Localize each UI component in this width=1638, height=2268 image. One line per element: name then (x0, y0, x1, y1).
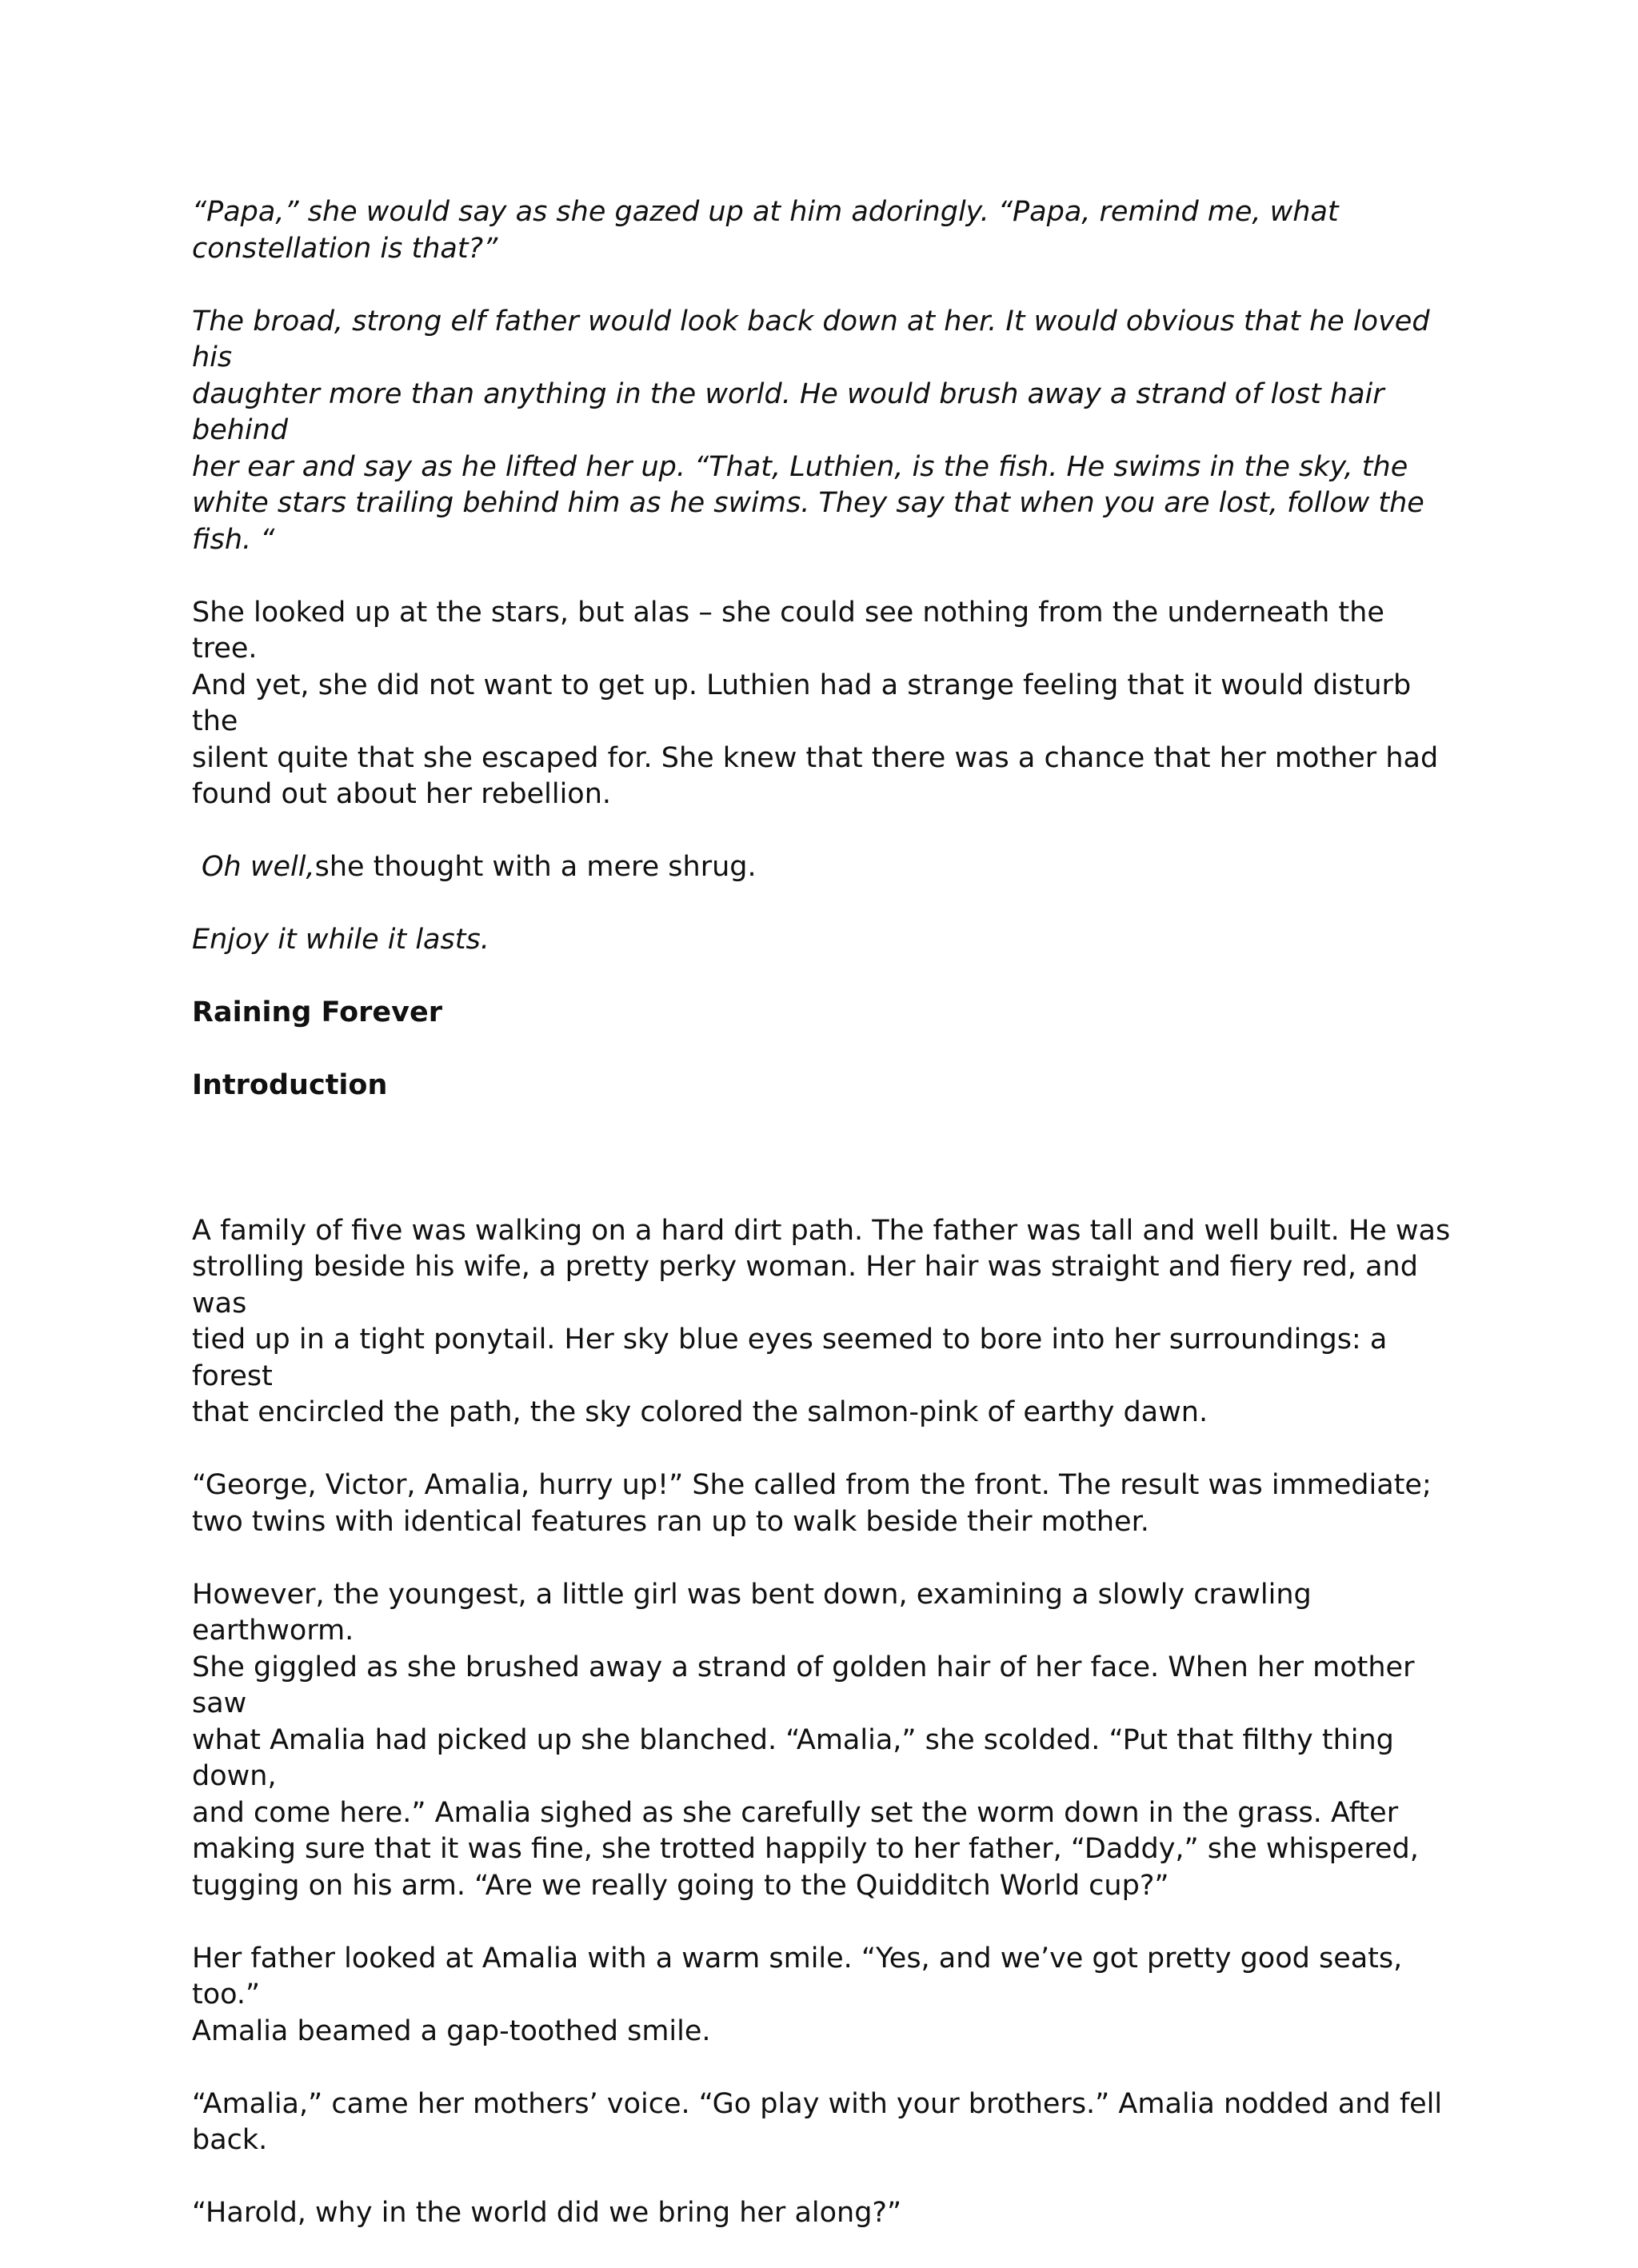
text-line: and come here.” Amalia sighed as she carefully set the worm down in the grass. After (192, 1796, 1399, 1829)
text-line: that encircled the path, the sky colored the salmon-pink of earthy dawn. (192, 1396, 1209, 1428)
text-line: “George, Victor, Amalia, hurry up!” She called from the front. The result was immediate; (192, 1469, 1432, 1501)
paragraph-papa-question (192, 194, 1456, 267)
paragraph-family (192, 1213, 1456, 1431)
paragraph-brothers (192, 2086, 1456, 2159)
text-line: back. (192, 2124, 268, 2156)
text-line: her ear and say as he lifted her up. “That, Luthien, is the fish. He swims in the sky, the (192, 450, 1408, 483)
paragraph-good-seats (192, 1941, 1456, 2050)
text-line: She giggled as she brushed away a strand of golden hair of her face. When her mother saw (192, 1651, 1415, 1719)
text-line: “Harold, why in the world did we bring her along?” (192, 2197, 902, 2229)
heading-raining-forever (192, 995, 1456, 1032)
text-line: However, the youngest, a little girl was bent down, examining a slowly crawling earthworm. (192, 1578, 1312, 1647)
text-line: Introduction (192, 1069, 388, 1101)
text-line: Amalia beamed a gap-toothed smile. (192, 2014, 711, 2047)
paragraph-oh-well (192, 849, 1456, 886)
heading-introduction (192, 1068, 1456, 1104)
paragraph-hurry-up (192, 1467, 1456, 1540)
text-line: The broad, strong elf father would look back down at her. It would obvious that he loved his (192, 305, 1430, 373)
text-line: white stars trailing behind him as he swims. They say that when you are lost, follow the (192, 487, 1424, 519)
text-fragment: she thought with a mere shrug. (314, 851, 757, 883)
text-line: what Amalia had picked up she blanched. “Amalia,” she scolded. “Put that filthy thing down, (192, 1723, 1394, 1792)
text-line: fish. “ (192, 523, 275, 556)
text-line: She looked up at the stars, but alas – she could see nothing from the underneath the tree. (192, 596, 1384, 665)
text-line: Enjoy it while it lasts. (192, 924, 489, 956)
paragraph-elf-father (192, 304, 1456, 559)
text-line: found out about her rebellion. (192, 778, 612, 810)
text-line: constellation is that?” (192, 232, 498, 265)
paragraph-earthworm (192, 1577, 1456, 1905)
text-line: A family of five was walking on a hard dirt path. The father was tall and well built. He was (192, 1214, 1451, 1247)
text-line: And yet, she did not want to get up. Luthien had a strange feeling that it would disturb the (192, 669, 1412, 737)
paragraph-enjoy (192, 922, 1456, 959)
text-line: “Amalia,” came her mothers’ voice. “Go play with your brothers.” Amalia nodded and fell (192, 2087, 1443, 2120)
text-line: Raining Forever (192, 996, 442, 1028)
paragraph-harold (192, 2195, 1456, 2232)
text-line: tugging on his arm. “Are we really going to the Quidditch World cup?” (192, 1869, 1169, 1902)
text-line: Her father looked at Amalia with a warm smile. “Yes, and we’ve got pretty good seats, too.” (192, 1942, 1403, 2010)
text-line: silent quite that she escaped for. She knew that there was a chance that her mother had (192, 741, 1439, 774)
text-line: two twins with identical features ran up to walk beside their mother. (192, 1505, 1149, 1538)
document-body (192, 194, 1456, 2268)
text-italic-fragment: Oh well, (202, 851, 315, 883)
text-line: tied up in a tight ponytail. Her sky blue eyes seemed to bore into her surroundings: a forest (192, 1324, 1388, 1392)
text-line: daughter more than anything in the world. He would brush away a strand of lost hair behind (192, 377, 1384, 446)
text-line: making sure that it was fine, she trotted happily to her father, “Daddy,” she whispered, (192, 1833, 1419, 1865)
text-line: strolling beside his wife, a pretty perky woman. Her hair was straight and fiery red, and was (192, 1251, 1418, 1320)
text-line: “Papa,” she would say as she gazed up at him adoringly. “Papa, remind me, what (192, 196, 1339, 228)
paragraph-stars (192, 595, 1456, 813)
